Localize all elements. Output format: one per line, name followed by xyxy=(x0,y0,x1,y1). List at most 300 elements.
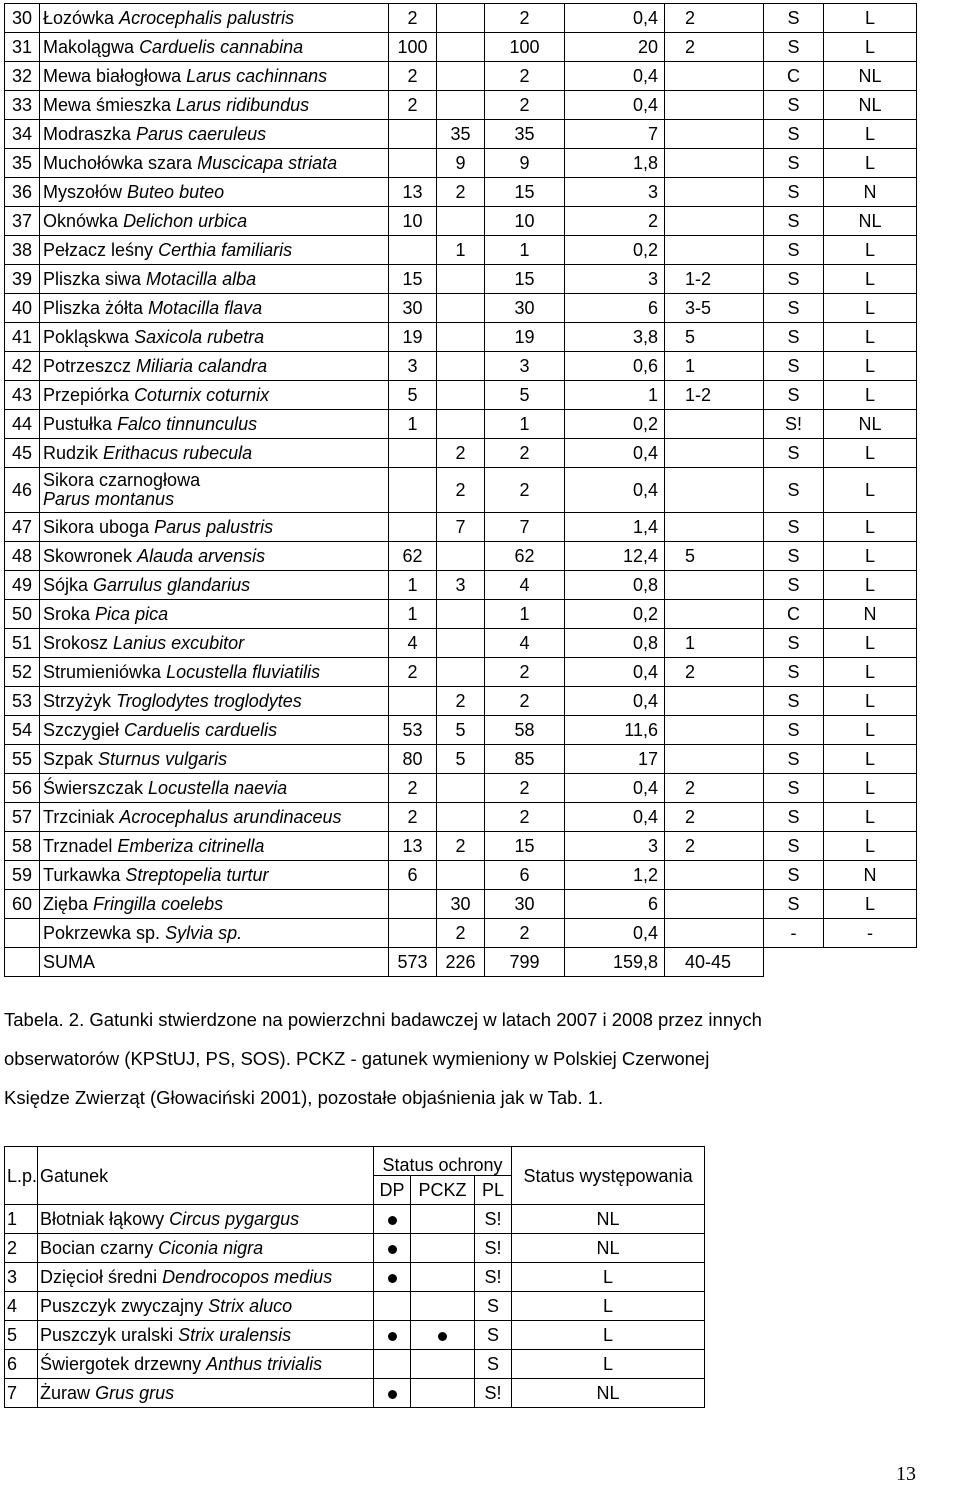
count-2007 xyxy=(389,890,437,919)
count-2008 xyxy=(437,629,485,658)
row-number: 50 xyxy=(5,600,40,629)
protection-status: S xyxy=(764,294,824,323)
occurrence-status: NL xyxy=(512,1379,705,1408)
count-total: 2 xyxy=(485,468,565,513)
species-name xyxy=(40,62,389,91)
row-number: 3 xyxy=(5,1263,38,1292)
species-name xyxy=(40,149,389,178)
density: 0,8 xyxy=(565,571,665,600)
pairs: 5 xyxy=(665,323,764,352)
pckz-cell xyxy=(411,1263,475,1292)
species-name xyxy=(38,1263,374,1292)
protection-status: S xyxy=(764,687,824,716)
species-name xyxy=(40,178,389,207)
latin-name: Strix aluco xyxy=(208,1296,293,1316)
common-name: Sikora czarnogłowa xyxy=(43,470,201,490)
common-name: Trznadel xyxy=(43,836,113,856)
occurrence-status: NL xyxy=(824,62,917,91)
count-2008 xyxy=(437,352,485,381)
row-number: 31 xyxy=(5,33,40,62)
species-name xyxy=(40,861,389,890)
occurrence-status: L xyxy=(824,716,917,745)
species-name xyxy=(40,890,389,919)
latin-name: Fringilla coelebs xyxy=(93,894,224,914)
header-gatunek: Gatunek xyxy=(38,1147,374,1205)
species-name xyxy=(40,629,389,658)
latin-name: Saxicola rubetra xyxy=(134,327,265,347)
table-row xyxy=(5,178,917,207)
count-2008: 2 xyxy=(437,832,485,861)
count-2007 xyxy=(389,120,437,149)
occurrence-status: L xyxy=(824,4,917,33)
pairs xyxy=(665,120,764,149)
common-name: Srokosz xyxy=(43,633,109,653)
protection-status: S xyxy=(764,890,824,919)
latin-name: Pica pica xyxy=(95,604,169,624)
count-total: 10 xyxy=(485,207,565,236)
table-row xyxy=(5,542,917,571)
species-name xyxy=(38,1205,374,1234)
density: 6 xyxy=(565,890,665,919)
table-row xyxy=(5,716,917,745)
count-2008 xyxy=(437,265,485,294)
table-row xyxy=(5,4,917,33)
occurrence-status: NL xyxy=(824,410,917,439)
latin-name: Sylvia sp. xyxy=(165,923,243,943)
pairs xyxy=(665,410,764,439)
latin-name: Larus ridibundus xyxy=(176,95,310,115)
density: 0,2 xyxy=(565,236,665,265)
occurrence-status: NL xyxy=(824,91,917,120)
protection-status: S xyxy=(764,571,824,600)
count-2007 xyxy=(389,687,437,716)
count-2008 xyxy=(437,658,485,687)
common-name: Puszczyk zwyczajny xyxy=(40,1296,204,1316)
count-2008: 9 xyxy=(437,149,485,178)
pckz-cell xyxy=(411,1350,475,1379)
count-total: 58 xyxy=(485,716,565,745)
density: 3 xyxy=(565,832,665,861)
species-name xyxy=(38,1321,374,1350)
count-2008 xyxy=(437,381,485,410)
row-number: 60 xyxy=(5,890,40,919)
density: 2 xyxy=(565,207,665,236)
count-2008: 2 xyxy=(437,178,485,207)
density: 1,4 xyxy=(565,513,665,542)
density: 0,4 xyxy=(565,774,665,803)
row-number: 59 xyxy=(5,861,40,890)
row-number: 1 xyxy=(5,1205,38,1234)
species-name xyxy=(40,774,389,803)
latin-name: Circus pygargus xyxy=(169,1209,300,1229)
table-row xyxy=(5,381,917,410)
protection-status: S xyxy=(764,832,824,861)
latin-name: Locustella naevia xyxy=(148,778,288,798)
pairs xyxy=(665,716,764,745)
density: 3 xyxy=(565,265,665,294)
count-2007: 2 xyxy=(389,658,437,687)
count-2007: 10 xyxy=(389,207,437,236)
count-total: 2 xyxy=(485,62,565,91)
count-2007: 80 xyxy=(389,745,437,774)
protection-status: S xyxy=(764,207,824,236)
common-name: Puszczyk uralski xyxy=(40,1325,174,1345)
species-name xyxy=(40,948,389,977)
species-name xyxy=(40,600,389,629)
table-row xyxy=(5,1350,705,1379)
row-number: 56 xyxy=(5,774,40,803)
pairs: 2 xyxy=(665,658,764,687)
bullet-icon xyxy=(438,1332,447,1341)
row-number: 55 xyxy=(5,745,40,774)
table-row xyxy=(5,600,917,629)
count-total: 15 xyxy=(485,265,565,294)
protection-status: S xyxy=(764,629,824,658)
count-total: 4 xyxy=(485,629,565,658)
species-name xyxy=(40,91,389,120)
protection-status: S xyxy=(764,323,824,352)
species-name xyxy=(40,658,389,687)
latin-name: Carduelis cannabina xyxy=(139,37,304,57)
occurrence-status: L xyxy=(512,1263,705,1292)
pairs: 1-2 xyxy=(665,381,764,410)
row-number: 53 xyxy=(5,687,40,716)
header-status-ochrony: Status ochrony xyxy=(374,1147,512,1176)
pairs xyxy=(665,62,764,91)
occurrence-status: L xyxy=(824,832,917,861)
species-name xyxy=(40,352,389,381)
row-number: 7 xyxy=(5,1379,38,1408)
table-row xyxy=(5,207,917,236)
count-total: 799 xyxy=(485,948,565,977)
density: 3 xyxy=(565,178,665,207)
latin-name: Erithacus rubecula xyxy=(103,443,253,463)
latin-name: Dendrocopos medius xyxy=(162,1267,333,1287)
table-row xyxy=(5,687,917,716)
pl-status: S! xyxy=(475,1234,512,1263)
dp-cell xyxy=(374,1263,411,1292)
occurrence-status: N xyxy=(824,600,917,629)
pairs: 2 xyxy=(665,832,764,861)
count-total: 4 xyxy=(485,571,565,600)
table-row xyxy=(5,120,917,149)
count-2008 xyxy=(437,91,485,120)
occurrence-status: L xyxy=(824,629,917,658)
dp-cell xyxy=(374,1350,411,1379)
count-total: 15 xyxy=(485,832,565,861)
common-name: Pustułka xyxy=(43,414,113,434)
table-row xyxy=(5,468,917,513)
common-name: Rudzik xyxy=(43,443,99,463)
header-pckz: PCKZ xyxy=(411,1176,475,1205)
occurrence-status: L xyxy=(824,352,917,381)
table-row xyxy=(5,149,917,178)
species-name xyxy=(38,1292,374,1321)
table-row xyxy=(5,265,917,294)
common-name: Świergotek drzewny xyxy=(40,1354,202,1374)
protection-status: S xyxy=(764,178,824,207)
table-row xyxy=(5,1379,705,1408)
species-name xyxy=(40,832,389,861)
occurrence-status: L xyxy=(512,1350,705,1379)
count-2008: 1 xyxy=(437,236,485,265)
count-total: 15 xyxy=(485,178,565,207)
row-number: 6 xyxy=(5,1350,38,1379)
latin-name: Acrocephalis palustris xyxy=(119,8,295,28)
common-name: Pokrzewka sp. xyxy=(43,923,161,943)
density: 1,8 xyxy=(565,149,665,178)
count-total: 19 xyxy=(485,323,565,352)
pairs xyxy=(665,513,764,542)
pckz-cell xyxy=(411,1234,475,1263)
common-name: Dzięcioł średni xyxy=(40,1267,158,1287)
table-row xyxy=(5,352,917,381)
common-name: Muchołówka szara xyxy=(43,153,193,173)
occurrence-status: NL xyxy=(824,207,917,236)
count-total: 100 xyxy=(485,33,565,62)
table-row xyxy=(5,1205,705,1234)
density: 0,2 xyxy=(565,600,665,629)
density: 20 xyxy=(565,33,665,62)
latin-name: Miliaria calandra xyxy=(136,356,268,376)
table-row xyxy=(5,33,917,62)
count-2007: 30 xyxy=(389,294,437,323)
common-name: Mewa śmieszka xyxy=(43,95,172,115)
pairs: 2 xyxy=(665,774,764,803)
common-name: SUMA xyxy=(43,952,96,972)
count-total: 9 xyxy=(485,149,565,178)
pckz-cell xyxy=(411,1379,475,1408)
latin-name: Emberiza citrinella xyxy=(117,836,265,856)
count-2007: 13 xyxy=(389,832,437,861)
count-2008 xyxy=(437,4,485,33)
species-name xyxy=(40,439,389,468)
occurrence-status: L xyxy=(824,513,917,542)
species-name xyxy=(40,513,389,542)
row-number xyxy=(5,948,40,977)
row-number xyxy=(5,919,40,948)
table-row xyxy=(5,323,917,352)
header-lp: L.p. xyxy=(5,1147,38,1205)
species-name xyxy=(40,571,389,600)
count-2007: 1 xyxy=(389,410,437,439)
latin-name: Delichon urbica xyxy=(123,211,248,231)
protection-status: S xyxy=(764,91,824,120)
pairs: 40-45 xyxy=(665,948,764,977)
table-row xyxy=(5,774,917,803)
protection-status: C xyxy=(764,600,824,629)
density: 3,8 xyxy=(565,323,665,352)
header-dp: DP xyxy=(374,1176,411,1205)
occurrence-status: L xyxy=(824,439,917,468)
header-pl: PL xyxy=(475,1176,512,1205)
dp-cell xyxy=(374,1292,411,1321)
count-2008: 2 xyxy=(437,439,485,468)
latin-name: Muscicapa striata xyxy=(197,153,338,173)
table-row xyxy=(5,294,917,323)
common-name: Myszołów xyxy=(43,182,123,202)
protection-status: S xyxy=(764,861,824,890)
common-name: Łozówka xyxy=(43,8,115,28)
density: 0,4 xyxy=(565,658,665,687)
table-row xyxy=(5,571,917,600)
count-2007 xyxy=(389,468,437,513)
species-name xyxy=(40,294,389,323)
pl-status: S! xyxy=(475,1379,512,1408)
species-table xyxy=(4,3,917,977)
count-2007 xyxy=(389,149,437,178)
row-number: 48 xyxy=(5,542,40,571)
dp-cell xyxy=(374,1379,411,1408)
count-2007 xyxy=(389,919,437,948)
occurrence-status: L xyxy=(824,745,917,774)
density: 0,4 xyxy=(565,62,665,91)
common-name: Pliszka siwa xyxy=(43,269,142,289)
row-number: 47 xyxy=(5,513,40,542)
row-number: 41 xyxy=(5,323,40,352)
occurrence-status: L xyxy=(824,323,917,352)
row-number: 30 xyxy=(5,4,40,33)
count-2008: 5 xyxy=(437,745,485,774)
common-name: Strzyżyk xyxy=(43,691,112,711)
common-name: Mewa białogłowa xyxy=(43,66,182,86)
occurrence-status xyxy=(824,948,917,977)
common-name: Żuraw xyxy=(40,1383,91,1403)
density: 1 xyxy=(565,381,665,410)
pairs xyxy=(665,91,764,120)
count-2008 xyxy=(437,294,485,323)
occurrence-status: L xyxy=(824,33,917,62)
count-2007: 1 xyxy=(389,600,437,629)
density: 6 xyxy=(565,294,665,323)
occurrence-status: L xyxy=(512,1292,705,1321)
row-number: 40 xyxy=(5,294,40,323)
latin-name: Locustella fluviatilis xyxy=(166,662,321,682)
bullet-icon xyxy=(388,1332,397,1341)
row-number: 4 xyxy=(5,1292,38,1321)
common-name: Potrzeszcz xyxy=(43,356,132,376)
protection-status: S xyxy=(764,265,824,294)
occurrence-status: NL xyxy=(512,1205,705,1234)
table-caption xyxy=(4,1000,921,1117)
count-2008 xyxy=(437,861,485,890)
count-total: 2 xyxy=(485,91,565,120)
species-name xyxy=(40,716,389,745)
count-total: 1 xyxy=(485,410,565,439)
row-number: 45 xyxy=(5,439,40,468)
occurrence-status: L xyxy=(824,774,917,803)
pairs xyxy=(665,178,764,207)
count-2008 xyxy=(437,600,485,629)
species-name xyxy=(40,4,389,33)
row-number: 46 xyxy=(5,468,40,513)
pckz-cell xyxy=(411,1321,475,1350)
occurrence-status: L xyxy=(824,890,917,919)
count-2007: 15 xyxy=(389,265,437,294)
table-row xyxy=(5,948,917,977)
dp-cell xyxy=(374,1205,411,1234)
count-2008: 35 xyxy=(437,120,485,149)
species-name xyxy=(40,381,389,410)
protection-status: S xyxy=(764,236,824,265)
count-2007: 53 xyxy=(389,716,437,745)
count-2008 xyxy=(437,207,485,236)
count-total: 2 xyxy=(485,687,565,716)
table-row xyxy=(5,745,917,774)
pairs xyxy=(665,236,764,265)
latin-name: Parus montanus xyxy=(43,489,175,509)
count-total: 5 xyxy=(485,381,565,410)
pairs: 3-5 xyxy=(665,294,764,323)
latin-name: Parus palustris xyxy=(154,517,274,537)
density: 0,4 xyxy=(565,91,665,120)
protection-status: C xyxy=(764,62,824,91)
latin-name: Ciconia nigra xyxy=(158,1238,264,1258)
pl-status: S xyxy=(475,1350,512,1379)
table-row xyxy=(5,410,917,439)
density: 0,4 xyxy=(565,803,665,832)
pairs xyxy=(665,861,764,890)
count-2008: 30 xyxy=(437,890,485,919)
species-name xyxy=(40,542,389,571)
count-2007: 100 xyxy=(389,33,437,62)
count-2007: 2 xyxy=(389,774,437,803)
count-total: 1 xyxy=(485,600,565,629)
density: 17 xyxy=(565,745,665,774)
row-number: 38 xyxy=(5,236,40,265)
common-name: Pełzacz leśny xyxy=(43,240,154,260)
density: 0,4 xyxy=(565,468,665,513)
latin-name: Larus cachinnans xyxy=(186,66,328,86)
count-total: 6 xyxy=(485,861,565,890)
common-name: Świerszczak xyxy=(43,778,144,798)
row-number: 54 xyxy=(5,716,40,745)
occurrence-status: L xyxy=(824,294,917,323)
bullet-icon xyxy=(388,1390,397,1399)
density: 0,4 xyxy=(565,4,665,33)
pairs: 1 xyxy=(665,629,764,658)
common-name: Błotniak łąkowy xyxy=(40,1209,165,1229)
common-name: Oknówka xyxy=(43,211,119,231)
count-2008: 2 xyxy=(437,468,485,513)
row-number: 57 xyxy=(5,803,40,832)
pairs: 2 xyxy=(665,33,764,62)
count-2008 xyxy=(437,542,485,571)
count-2007: 4 xyxy=(389,629,437,658)
caption-line: obserwatorów (KPStUJ, PS, SOS). PCKZ - gatunek wymieniony w Polskiej Czerwonej xyxy=(4,1048,710,1069)
protection-status: S xyxy=(764,381,824,410)
header-status-wystepowania: Status występowania xyxy=(512,1147,705,1205)
latin-name: Carduelis carduelis xyxy=(124,720,278,740)
latin-name: Motacilla alba xyxy=(146,269,257,289)
protection-status: S xyxy=(764,803,824,832)
row-number: 39 xyxy=(5,265,40,294)
count-2007 xyxy=(389,513,437,542)
species-name xyxy=(40,33,389,62)
common-name: Szczygieł xyxy=(43,720,120,740)
latin-name: Streptopelia turtur xyxy=(125,865,269,885)
table-row xyxy=(5,236,917,265)
pairs xyxy=(665,687,764,716)
common-name: Szpak xyxy=(43,749,94,769)
count-2008 xyxy=(437,62,485,91)
pairs: 2 xyxy=(665,803,764,832)
count-2008 xyxy=(437,803,485,832)
pckz-cell xyxy=(411,1205,475,1234)
occurrence-status: L xyxy=(824,542,917,571)
count-2007: 3 xyxy=(389,352,437,381)
latin-name: Certhia familiaris xyxy=(158,240,293,260)
